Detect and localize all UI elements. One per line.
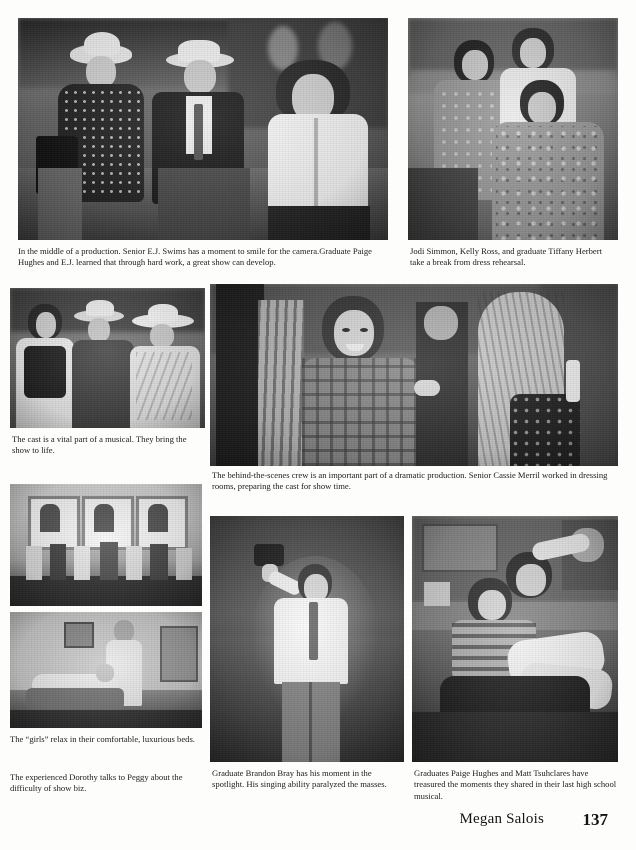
photo-dress-rehearsal-break [408,18,618,240]
page-number: 137 [582,810,608,829]
caption-backstage-crew: The behind-the-scenes crew is an important part of a dramatic production. Senior Cassie Merril worked in dressing rooms, preparing the cast for show time. [212,470,608,492]
photo-brandon-bray-spotlight [210,516,404,762]
photo-cast-group [10,288,205,428]
photo-graduates-chair [412,516,618,762]
caption-brandon-bray-spotlight: Graduate Brandon Bray has his moment in the spotlight. His singing ability paralyzed the masses. [212,768,387,790]
caption-dorothy-peggy: The experienced Dorothy talks to Peggy about the difficulty of show biz. [10,772,183,794]
photo-girls-relaxing [10,612,202,728]
photo-stage-set-windows [10,484,202,606]
caption-dress-rehearsal-break: Jodi Simmon, Kelly Ross, and graduate Tiffany Herbert take a break from dress rehearsal. [410,246,602,268]
photo-production-smile [18,18,388,240]
photo-backstage-crew [210,284,618,466]
page-credit-name: Megan Salois [459,811,544,827]
caption-production-smile: In the middle of a production. Senior E.J. Swims has a moment to smile for the camera.Graduate Paige Hughes and E.J. learned that through hard work, a great show can develop. [18,246,372,268]
caption-graduates-chair: Graduates Paige Hughes and Matt Tsuhclares have treasured the moments they shared in their last high school musical. [414,768,617,801]
caption-cast-group: The cast is a vital part of a musical. They bring the show to life. [12,434,187,456]
caption-girls-relaxing: The “girls” relax in their comfortable, luxurious beds. [10,734,195,744]
